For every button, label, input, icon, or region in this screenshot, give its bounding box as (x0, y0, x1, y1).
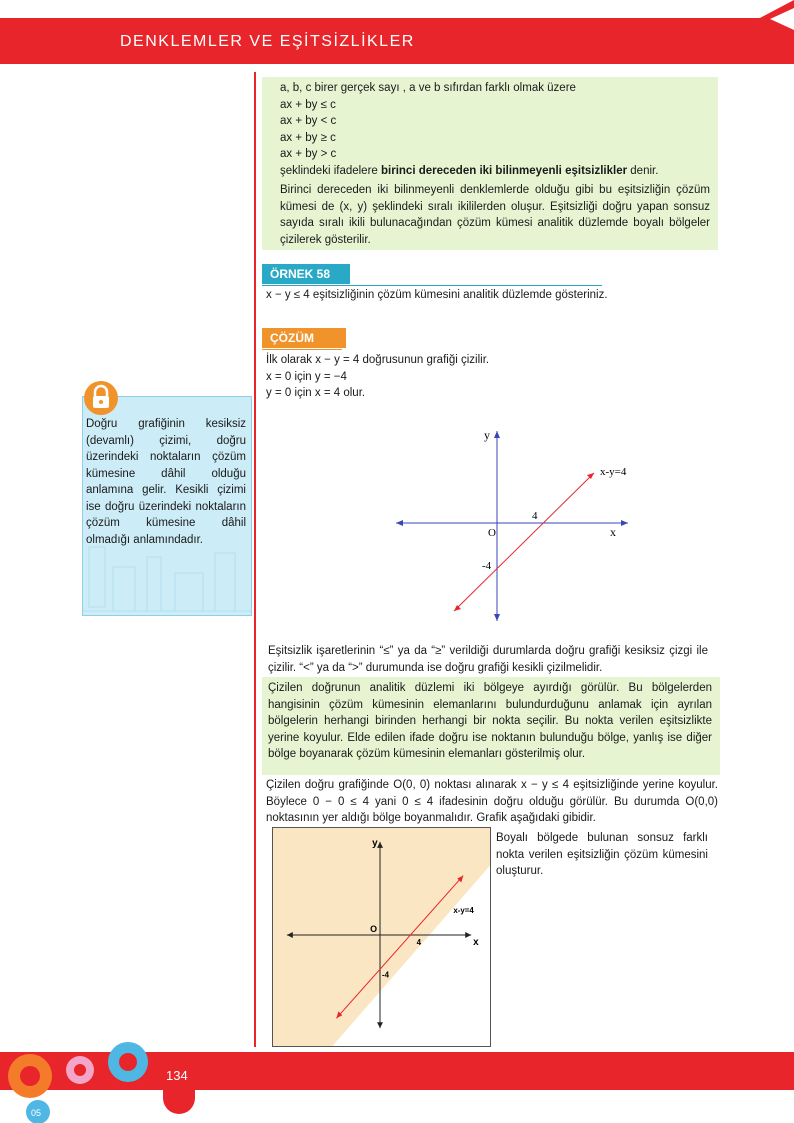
example-tag-label: ÖRNEK 58 (270, 267, 331, 281)
origin-label: O (370, 924, 378, 935)
example-text: x − y ≤ 4 eşitsizliğinin çözüm kümesini analitik düzlemde gösteriniz. (266, 289, 608, 301)
inequality-note: Eşitsizlik işaretlerinin “≤” ya da “≥” verildiği durumlarda doğru grafiği kesiksiz çizgi ile çizilir. “<” ya da “>” durumunda ise doğru grafiği kesikli çizilmelidir. (268, 645, 708, 674)
line-arrow-end (587, 473, 594, 479)
y-axis-label: y (484, 428, 490, 442)
example-tag (262, 264, 350, 284)
margin-note-text: Doğru grafiğinin kesiksiz (devamlı) çizimi, doğru üzerindeki noktaların çözüm kümesine dâhil olduğu anlamına gelir. Kesikli çizimi ise doğru üzerindeki noktaların çözüm kümesine dâhil olmadığı anlamındadır. (86, 418, 246, 546)
line-label: x-y=4 (600, 466, 627, 478)
x-axis-label: x (610, 525, 616, 539)
gears-icon (0, 1040, 160, 1123)
y-tick-label: -4 (482, 560, 492, 572)
y-axis-arrow-down (377, 1022, 383, 1028)
solution-line: y = 0 için x = 4 olur. (266, 387, 366, 399)
shaded-region-graph (272, 827, 491, 1047)
x-axis-arrow-right (621, 520, 628, 526)
y-axis-arrow-down (494, 614, 500, 621)
x-axis-arrow-left (396, 520, 403, 526)
y-tick-label: -4 (381, 970, 390, 980)
definition-line: ax + by ≥ c (280, 131, 336, 144)
explanation-text: Çizilen doğrunun analitik düzlemi iki bölgeye ayırdığı görülür. Bu bölgelerden hangisinin çözüm kümesinin elemanlarını bulundurduğunu anlamak için ayrılan bölgelerin herhangi birinden herhangi bir nokta seçilir. Bu nokta verilen eşitsizlikte yerine koyulur. Elde edilen ifade doğru ise noktanın bulunduğu bölge, yanlış ise diğer bölge boyanarak çözüm kümesinin elemanları gösterilmiş olur. (268, 682, 712, 760)
solution-line: x = 0 için y = −4 (266, 370, 347, 383)
definition-line: ax + by ≤ c (280, 98, 336, 111)
line-label: x-y=4 (453, 906, 474, 916)
column-divider (254, 72, 256, 1047)
page-number-tab (163, 1052, 195, 1114)
line-graph (392, 425, 632, 625)
solution-line-graph (454, 473, 594, 611)
definition-term: birinci dereceden iki bilinmeyenli eşitsizlikler (381, 164, 628, 177)
y-axis-arrow-up (494, 431, 500, 438)
y-axis-label: y (372, 837, 378, 849)
solution-lines (266, 352, 489, 402)
definition-line: a, b, c birer gerçek sayı , a ve b sıfırdan farklı olmak üzere (280, 82, 576, 94)
header-title: DENKLEMLER VE EŞİTSİZLİKLER (120, 33, 415, 50)
shaded-region (273, 828, 490, 1046)
page-number: 134 (166, 1068, 188, 1083)
x-axis-label: x (473, 936, 479, 948)
test-point-paragraph: Çizilen doğru grafiğinde O(0, 0) noktası alınarak x − y ≤ 4 eşitsizliğinde yerine koyulur. Böylece 0 − 0 ≤ 4 yani 0 ≤ 4 ifadesinin doğru olduğu görülür. Bu durumda O(0,0) noktasının yer aldığı bölge boyanmalıdır. Grafik aşağıdaki gibidir. (266, 779, 718, 824)
solution-line: İlk olarak x − y = 4 doğrusunun grafiği çizilir. (266, 354, 490, 366)
solution-tag: ÇÖZÜM (262, 328, 346, 348)
example-underline (262, 285, 602, 286)
solution-underline (262, 349, 342, 350)
x-tick-label: 4 (416, 937, 422, 947)
definition-sentence-pre: şeklindeki ifadelere (280, 164, 382, 177)
corner-arrow-icon (756, 0, 794, 40)
definition-lines (280, 80, 658, 179)
definition-paragraph: Birinci dereceden iki bilinmeyenli denklemlerde olduğu gibi bu eşitsizliğin çözüm kümesi de (x, y) şeklindeki sıralı ikililerden oluşur. Eşitsizliği doğru yapan sonsuz sayıda sıralı ikili bulunacağından çözüm kümesi analitik düzlemde boyalı bölgeler çizilerek gösterilir. (280, 184, 710, 246)
definition-line: ax + by > c (280, 148, 337, 160)
lock-icon (83, 380, 119, 416)
line-arrow-start (454, 605, 461, 611)
definition-sentence (280, 163, 658, 180)
gear-label: 05 (31, 1108, 42, 1118)
x-axis-arrow-right (465, 932, 471, 938)
shaded-region-note: Boyalı bölgede bulunan sonsuz farklı nokta verilen eşitsizliğin çözüm kümesini oluşturur. (496, 832, 708, 877)
origin-label: O (488, 527, 496, 539)
definition-line: ax + by < c (280, 115, 337, 127)
definition-sentence-post: denir. (627, 164, 659, 177)
x-tick-label: 4 (532, 510, 538, 522)
